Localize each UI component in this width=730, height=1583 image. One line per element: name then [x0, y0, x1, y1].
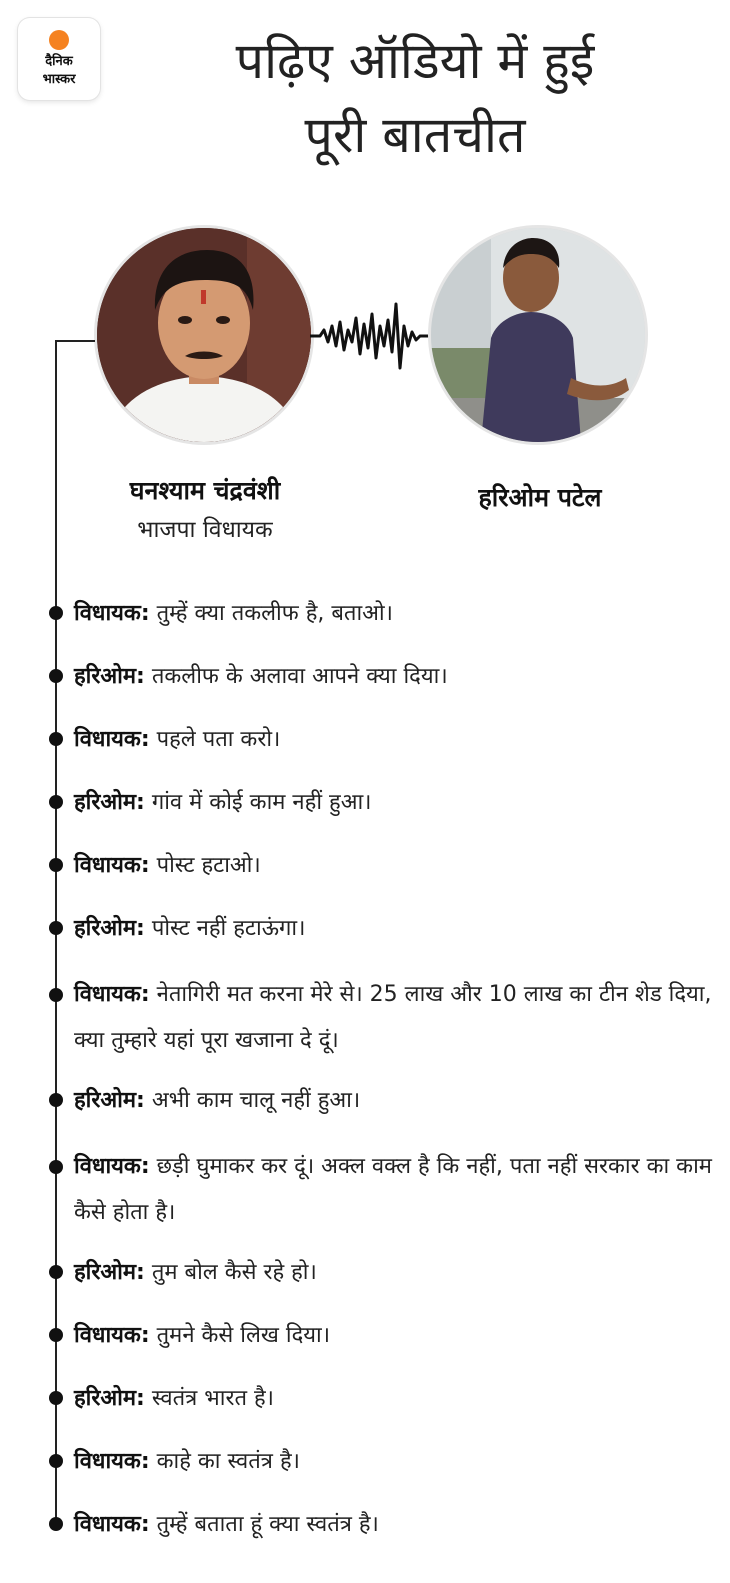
dialogue-text: तुम्हें क्या तकलीफ है, बताओ।: [149, 601, 394, 626]
dialogue-text: पहले पता करो।: [149, 727, 281, 752]
title-line-1: पढ़िए ऑडियो में हुई: [235, 32, 595, 90]
speaker-label: हरिओम:: [74, 1088, 145, 1113]
dialogue-text: अभी काम चालू नहीं हुआ।: [144, 1088, 361, 1113]
dialogue-line: [48, 1253, 718, 1292]
dialogue-text: पोस्ट हटाओ।: [149, 853, 261, 878]
dialogue-text: तकलीफ के अलावा आपने क्या दिया।: [144, 664, 448, 689]
dialogue-line: [48, 783, 718, 822]
hariom-portrait-illustration: [431, 228, 645, 442]
dialogue-text: तुमने कैसे लिख दिया।: [149, 1323, 331, 1348]
mla-portrait-illustration: [97, 228, 311, 442]
dialogue-line: [48, 846, 718, 885]
logo-text-line2: भास्कर: [42, 72, 76, 87]
dialogue-line: [48, 657, 718, 696]
dialogue-text: तुम बोल कैसे रहे हो।: [144, 1260, 317, 1285]
speaker-label: हरिओम:: [74, 664, 145, 689]
dialogue-line: [48, 1316, 718, 1355]
speaker-label: विधायक:: [74, 1323, 150, 1348]
speaker-label: हरिओम:: [74, 1260, 145, 1285]
hariom-patel-photo: [431, 228, 645, 442]
dialogue-line: [48, 720, 718, 759]
dialogue-text: नेतागिरी मत करना मेरे से। 25 लाख और 10 लाख का टीन शेड दिया, क्या तुम्हारे यहां पूरा खजाना दे दूं।: [74, 982, 712, 1053]
dialogue-line: [48, 909, 718, 948]
mla-name: घनश्याम चंद्रवंशी: [129, 476, 281, 505]
dialogue-text: गांव में कोई काम नहीं हुआ।: [144, 790, 372, 815]
dialogue-line: [48, 1379, 718, 1418]
dialogue-text: तुम्हें बताता हूं क्या स्वतंत्र है।: [149, 1512, 379, 1537]
dialogue-line: [48, 1144, 718, 1236]
dialogue-line: [48, 972, 718, 1064]
dialogue-line: [48, 594, 718, 633]
dialogue-text: छड़ी घुमाकर कर दूं। अक्ल वक्ल है कि नहीं, पता नहीं सरकार का काम कैसे होता है।: [74, 1154, 712, 1225]
logo-sun-icon: [49, 30, 69, 50]
speaker-label: हरिओम:: [74, 1386, 145, 1411]
dialogue-text: पोस्ट नहीं हटाऊंगा।: [144, 916, 306, 941]
hariom-name: हरिओम पटेल: [478, 483, 602, 512]
speaker-label: विधायक:: [74, 982, 150, 1007]
conversation-transcript: [48, 594, 718, 1568]
page-title: [120, 24, 710, 172]
dialogue-line: [48, 1505, 718, 1544]
timeline-connector: [55, 340, 95, 342]
mla-role: भाजपा विधायक: [137, 517, 273, 543]
speaker-label: विधायक:: [74, 1449, 150, 1474]
dialogue-line: [48, 1442, 718, 1481]
dialogue-text: काहे का स्वतंत्र है।: [149, 1449, 300, 1474]
speaker-label: विधायक:: [74, 727, 150, 752]
speaker-label: विधायक:: [74, 853, 150, 878]
mla-portrait-photo: [97, 228, 311, 442]
dialogue-text: स्वतंत्र भारत है।: [144, 1386, 275, 1411]
title-line-2: पूरी बातचीत: [304, 106, 526, 164]
speaker-label: विधायक:: [74, 1154, 150, 1179]
speaker-label: विधायक:: [74, 1512, 150, 1537]
audio-waveform-icon: [310, 296, 430, 376]
dainik-bhaskar-logo: [18, 18, 100, 100]
speaker-label: हरिओम:: [74, 790, 145, 815]
dialogue-line: [48, 1081, 718, 1120]
logo-text-line1: दैनिक: [45, 54, 73, 69]
speaker-label: विधायक:: [74, 601, 150, 626]
speaker-label: हरिओम:: [74, 916, 145, 941]
